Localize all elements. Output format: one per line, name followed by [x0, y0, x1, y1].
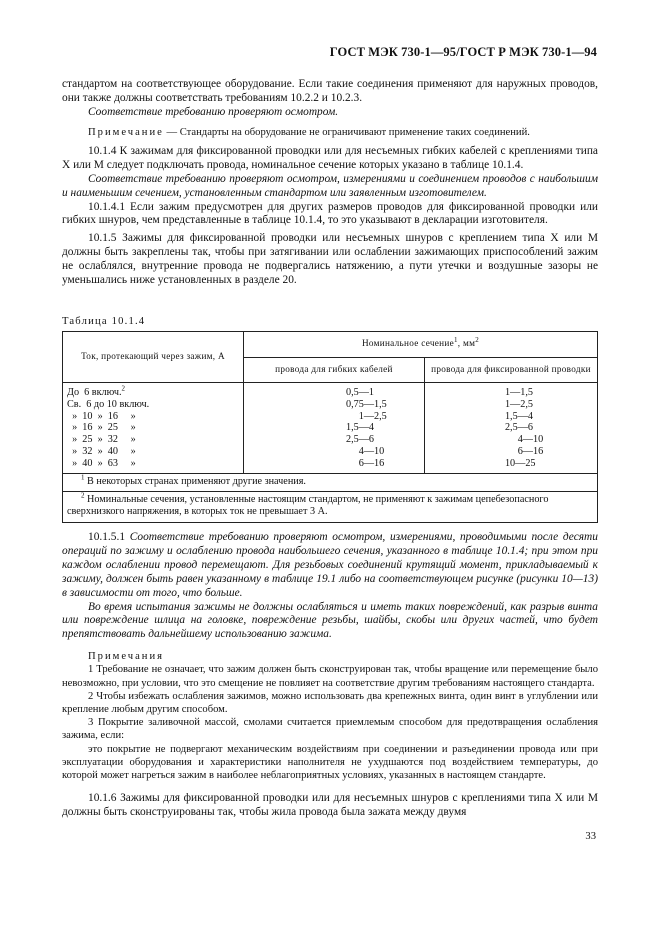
table-cell: 4—10 [504, 434, 544, 446]
note-1-text: — Стандарты на оборудование не ограничивают применение таких соединений. [166, 126, 530, 138]
table-cell: » 10 » 16 » [67, 410, 136, 422]
paragraph-10-1-4-check: Соответствие требованию проверяют осмотром, измерениями и соединением проводов с наибольшим и наименьшим сечением, установленным стандартом или заявленным изготовителем. [62, 172, 598, 199]
note-item: 3 Покрытие заливочной массой, смолами считается приемлемым способом для предотвращения ослабления зажима, если: [62, 717, 598, 742]
note-item: это покрытие не подвергают механическим воздействиям при соединении и разъединении провода или при эксплуатации оборудования и характеристики наполнителя не ухудшаются под воздействием температуры, до которой может нагреться зажим в наиболее неблагоприятных условиях, указанных в настоящем стандарте. [62, 743, 598, 782]
intro-check: Соответствие требованию проверяют осмотром. [88, 105, 339, 118]
table-caption: Таблица 10.1.4 [62, 316, 146, 327]
notes-title: Примечания [88, 651, 164, 663]
header-nominal: Номинальное сечение$^1$, $мм^2$ [244, 332, 598, 358]
table-cell: 10—25 [504, 457, 536, 469]
paragraph-test: Во время испытания зажимы не должны ослабляться и иметь таких повреждений, как разрыв винта или повреждение шлица на головке, повреждение резьбы, шайбы, скобы или других частей, что будет препятствовать дальнейшему использованию зажима. [62, 600, 598, 641]
table-10-1-4 [62, 331, 598, 523]
table-cell: 0,75—1,5 [346, 398, 387, 410]
paragraph-10-1-4-1: 10.1.4.1 Если зажим предусмотрен для других размеров проводов для фиксированной проводки или гибких шнуров, чем представленные в таблице 10.1.4, то это указывают в декларации изготовителя. [62, 200, 598, 227]
note-1 [62, 126, 598, 139]
table-cell: » 25 » 32 » [67, 434, 136, 446]
body-block [62, 531, 598, 820]
table-cell: 0,5—1 [346, 387, 375, 398]
note-item: 1 Требование не означает, что зажим должен быть сконструирован так, чтобы вращение или перемещение было невозможно, при условии, что это смещение не повлияет на соответствие другим требованиям настоящего стандарта. [62, 664, 598, 689]
table-cell: Св. 6 до 10 включ. [67, 398, 150, 410]
flex-column [244, 383, 425, 474]
note-item: 2 Чтобы избежать ослабления зажимов, можно использовать два крепежных винта, один винт в углублении или крепление любым другим способом. [62, 690, 598, 716]
table-cell: 6—16 [346, 457, 385, 469]
fixed-column [424, 383, 597, 474]
current-column [63, 383, 244, 474]
table-cell: 2,5—6 [504, 422, 533, 434]
table-cell: 1—1,5 [504, 387, 533, 398]
paragraph-10-1-4: 10.1.4 К зажимам для фиксированной проводки или для несъемных гибких кабелей с креплениями типа X или M следует подключать провода, номинальное сечение которых указано в таблице 10.1.4. [62, 144, 598, 171]
table-cell: » 16 » 25 » [67, 422, 136, 434]
table-cell: 4—10 [346, 445, 385, 457]
header-flex: провода для гибких кабелей [244, 357, 425, 383]
intro-block [62, 78, 598, 288]
table-cell: 1—2,5 [346, 410, 387, 422]
paragraph-10-1-5: 10.1.5 Зажимы для фиксированной проводки или несъемных шнуров с креплением типа X или M должны быть закреплены так, чтобы при затягивании или ослаблении зажимающих приспособлений зажим не ослаблялся, внутренние провода не подвергались натяжению, а пути утечки и воздушные зазоры не уменьшались ниже установленных в разделе 20. [62, 232, 598, 287]
table-cell: До 6 включ.$^2$ [67, 384, 126, 398]
page-header: ГОСТ МЭК 730-1—95/ГОСТ Р МЭК 730-1—94 [329, 45, 597, 59]
paragraph-10-1-6: 10.1.6 Зажимы для фиксированной проводки или для несъемных шнуров с креплениями типа X или M должны быть сконструированы так, чтобы жила провода была зажата между двумя [62, 792, 598, 819]
page-number: 33 [585, 831, 596, 842]
intro-paragraph: стандартом на соответствующее оборудование. Если такие соединения применяют для наружных проводов, они также должны соответствать требованиям 10.2.2 и 10.2.3. [62, 78, 598, 104]
table-cell: » 40 » 63 » [67, 457, 136, 469]
table-footnote-2: $^2$ Номинальные сечения, установленные настоящим стандартом, не применяют к зажимам цепебезопасного сверхнизкого напряжения, в которых ток не превышает 3 А. [63, 491, 598, 522]
table-cell: 1—2,5 [504, 398, 533, 410]
paragraph-10-1-5-1: 10.1.5.1 Соответствие требованию проверяют осмотром, измерениями, проводимыми после десяти операций по зажиму и ослаблению провода наибольшего сечения, указанного в таблице 10.1.4; при этом при каждом ослаблении провод перемещают. Для резьбовых соединений крутящий момент, прикладываемый к зажиму, должен быть равен указанному в таблице 19.1 либо на соответствующем рисунке (рисунки 10—13) в зависимости от того, что больше. [62, 531, 598, 599]
table-cell: 1,5—4 [504, 410, 533, 422]
table-footnote-1: $^1$ В некоторых странах применяют другие значения. [63, 473, 598, 491]
table-cell: » 32 » 40 » [67, 445, 136, 457]
header-current: Ток, протекающий через зажим, А [63, 332, 244, 383]
table-cell: 2,5—6 [346, 434, 375, 446]
note-1-label: Примечание [88, 126, 164, 138]
header-fixed: провода для фиксированной проводки [424, 357, 597, 383]
table-cell: 6—16 [504, 445, 544, 457]
table-cell: 1,5—4 [346, 422, 375, 434]
